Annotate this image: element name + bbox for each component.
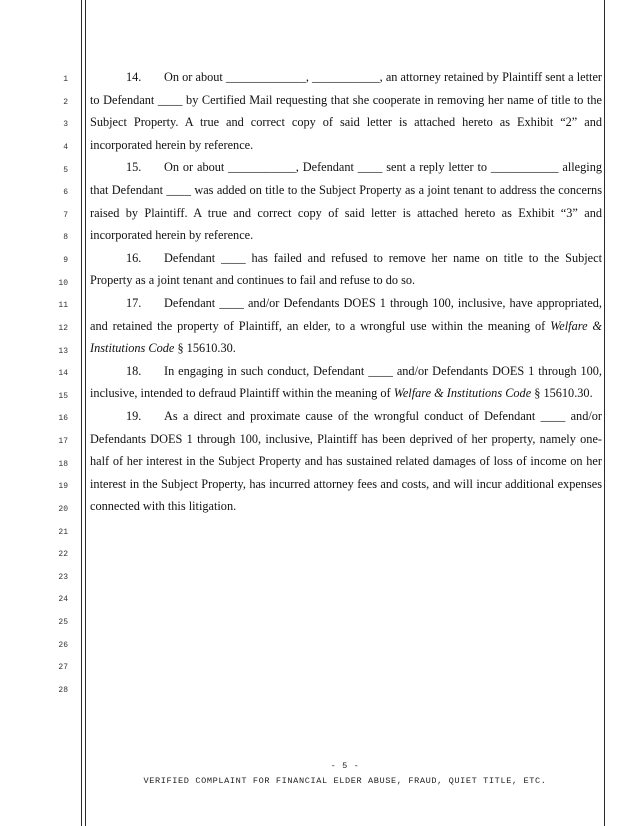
paragraph-text: On or about ___________, Defendant ____ sent a reply letter to ___________ alleging that Defendant ____ was added on title to the Subject Property as a joint tenant to address the concerns raised by Plaintiff. A true and correct copy of said letter is attached hereto as Exhibit “3” and incorporated herein by reference. — [90, 160, 602, 243]
paragraph-text: In engaging in such conduct, Defendant ____ and/or Defendants DOES 1 through 100, inclusive, intended to defraud Plaintiff within the meaning of — [90, 363, 602, 401]
page-number: - 5 - — [330, 761, 360, 771]
paragraph-text: § 15610.30. — [174, 341, 236, 356]
left-margin-rule — [81, 0, 82, 826]
line-number: 19 — [58, 482, 68, 492]
line-number: 3 — [63, 120, 68, 130]
line-number: 15 — [58, 391, 68, 401]
paragraph-number: 17. — [126, 295, 142, 310]
line-number: 20 — [58, 504, 68, 514]
line-number: 2 — [63, 97, 68, 107]
line-number: 17 — [58, 437, 68, 447]
line-number: 23 — [58, 572, 68, 582]
line-number: 24 — [58, 595, 68, 605]
paragraph-text: As a direct and proximate cause of the wrongful conduct of Defendant ____ and/or Defendants DOES 1 through 100, inclusive, Plaintiff has been deprived of her property, namely one-half of her interest in the Subject Property and has sustained related damages of loss of income on her interest in the Subject Property, has incurred attorney fees and costs, and will incur additional expenses connected with this litigation. — [90, 408, 602, 514]
line-number: 26 — [58, 640, 68, 650]
line-number: 14 — [58, 369, 68, 379]
numbered-paragraph — [90, 405, 602, 518]
line-number: 11 — [58, 301, 68, 311]
line-number: 4 — [63, 142, 68, 152]
line-number: 9 — [63, 256, 68, 266]
paragraph-number: 18. — [126, 363, 142, 378]
line-number: 27 — [58, 663, 68, 673]
line-number: 21 — [58, 527, 68, 537]
line-number: 12 — [58, 323, 68, 333]
paragraph-number: 19. — [126, 408, 142, 423]
numbered-paragraph — [90, 66, 602, 156]
paragraph-number: 16. — [126, 250, 142, 265]
paragraph-text: Defendant ____ and/or Defendants DOES 1 through 100, inclusive, have appropriated, and retained the property of Plaintiff, an elder, to a wrongful use within the meaning of — [90, 295, 602, 333]
line-number: 10 — [58, 278, 68, 288]
statute-citation: Welfare & Institutions Code — [90, 318, 602, 356]
numbered-paragraph — [90, 360, 602, 405]
line-number: 5 — [63, 165, 68, 175]
paragraph-text: Defendant ____ has failed and refused to remove her name on title to the Subject Property as a joint tenant and continues to fail and refuse to do so. — [90, 250, 602, 288]
line-number: 13 — [58, 346, 68, 356]
statute-citation: Welfare & Institutions Code — [393, 386, 532, 401]
line-number: 25 — [58, 618, 68, 628]
line-number: 7 — [63, 210, 68, 220]
document-body — [90, 66, 602, 518]
right-margin-rule — [604, 0, 605, 826]
line-number: 28 — [58, 686, 68, 695]
line-number: 6 — [63, 188, 68, 198]
numbered-paragraph — [90, 292, 602, 360]
paragraph-text: § 15610.30. — [531, 386, 593, 401]
paragraph-number: 15. — [126, 160, 142, 175]
numbered-paragraph — [90, 247, 602, 292]
document-footer-title: VERIFIED COMPLAINT FOR FINANCIAL ELDER ABUSE, FRAUD, QUIET TITLE, ETC. — [143, 776, 547, 786]
paragraph-number: 14. — [126, 70, 142, 84]
line-number: 16 — [58, 414, 68, 424]
line-number: 18 — [58, 459, 68, 469]
paragraph-text: On or about _____________, ___________, an attorney retained by Plaintiff sent a letter to Defendant ____ by Certified Mail requesting that she cooperate in removing her name of title to the Subject Property. A true and correct copy of said letter is attached hereto as Exhibit “2” and incorporated herein by reference. — [90, 70, 602, 152]
line-number: 1 — [63, 75, 68, 84]
line-numbers — [0, 0, 78, 826]
line-number: 8 — [63, 233, 68, 243]
left-margin-rule-inner — [85, 0, 86, 826]
line-number: 22 — [58, 550, 68, 560]
numbered-paragraph — [90, 156, 602, 246]
